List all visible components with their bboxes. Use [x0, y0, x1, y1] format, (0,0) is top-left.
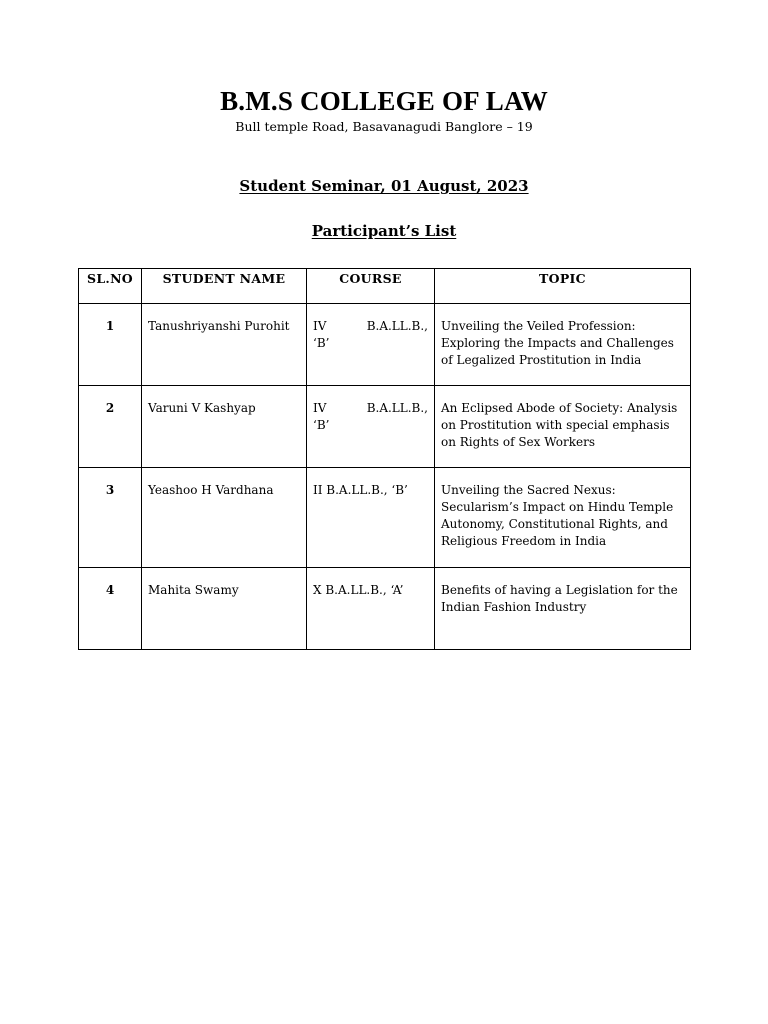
course-degree: B.A.LL.B.,	[366, 319, 428, 333]
row-slno: 2	[79, 386, 142, 468]
table-header-row	[79, 269, 691, 304]
course-year: IV	[313, 319, 327, 333]
college-address: Bull temple Road, Basavanagudi Banglore – 19	[235, 119, 533, 134]
row-student-name: Yeashoo H Vardhana	[142, 468, 307, 568]
row-slno: 4	[79, 568, 142, 650]
seminar-title: Student Seminar, 01 August, 2023	[239, 177, 529, 195]
row-student-name: Mahita Swamy	[142, 568, 307, 650]
row-topic: An Eclipsed Abode of Society: Analysis on Prostitution with special emphasis on Rights of Sex Workers	[435, 386, 691, 468]
row-topic: Benefits of having a Legislation for the Indian Fashion Industry	[435, 568, 691, 650]
participants-table	[78, 268, 691, 650]
row-course: II B.A.LL.B., ‘B’	[307, 468, 435, 568]
row-topic: Unveiling the Veiled Profession: Exploring the Impacts and Challenges of Legalized Prostitution in India	[435, 304, 691, 386]
row-slno: 3	[79, 468, 142, 568]
college-name: B.M.S COLLEGE OF LAW	[220, 86, 548, 116]
row-slno: 1	[79, 304, 142, 386]
row-student-name: Tanushriyanshi Purohit	[142, 304, 307, 386]
participants-list-title: Participant’s List	[311, 222, 457, 240]
course-year: IV	[313, 401, 327, 415]
column-header-slno: SL.NO	[79, 269, 142, 304]
table-row	[79, 386, 691, 468]
column-header-course: COURSE	[307, 269, 435, 304]
row-course	[307, 304, 435, 386]
column-header-topic: TOPIC	[435, 269, 691, 304]
column-header-student-name: STUDENT NAME	[142, 269, 307, 304]
table-row	[79, 568, 691, 650]
row-course	[307, 386, 435, 468]
row-course: X B.A.LL.B., ‘A’	[307, 568, 435, 650]
course-degree: B.A.LL.B.,	[366, 401, 428, 415]
table-row	[79, 304, 691, 386]
course-section: ‘B’	[313, 418, 330, 432]
course-section: ‘B’	[313, 336, 330, 350]
table-row	[79, 468, 691, 568]
row-topic: Unveiling the Sacred Nexus: Secularism’s Impact on Hindu Temple Autonomy, Constitutional Rights, and Religious Freedom in India	[435, 468, 691, 568]
row-student-name: Varuni V Kashyap	[142, 386, 307, 468]
